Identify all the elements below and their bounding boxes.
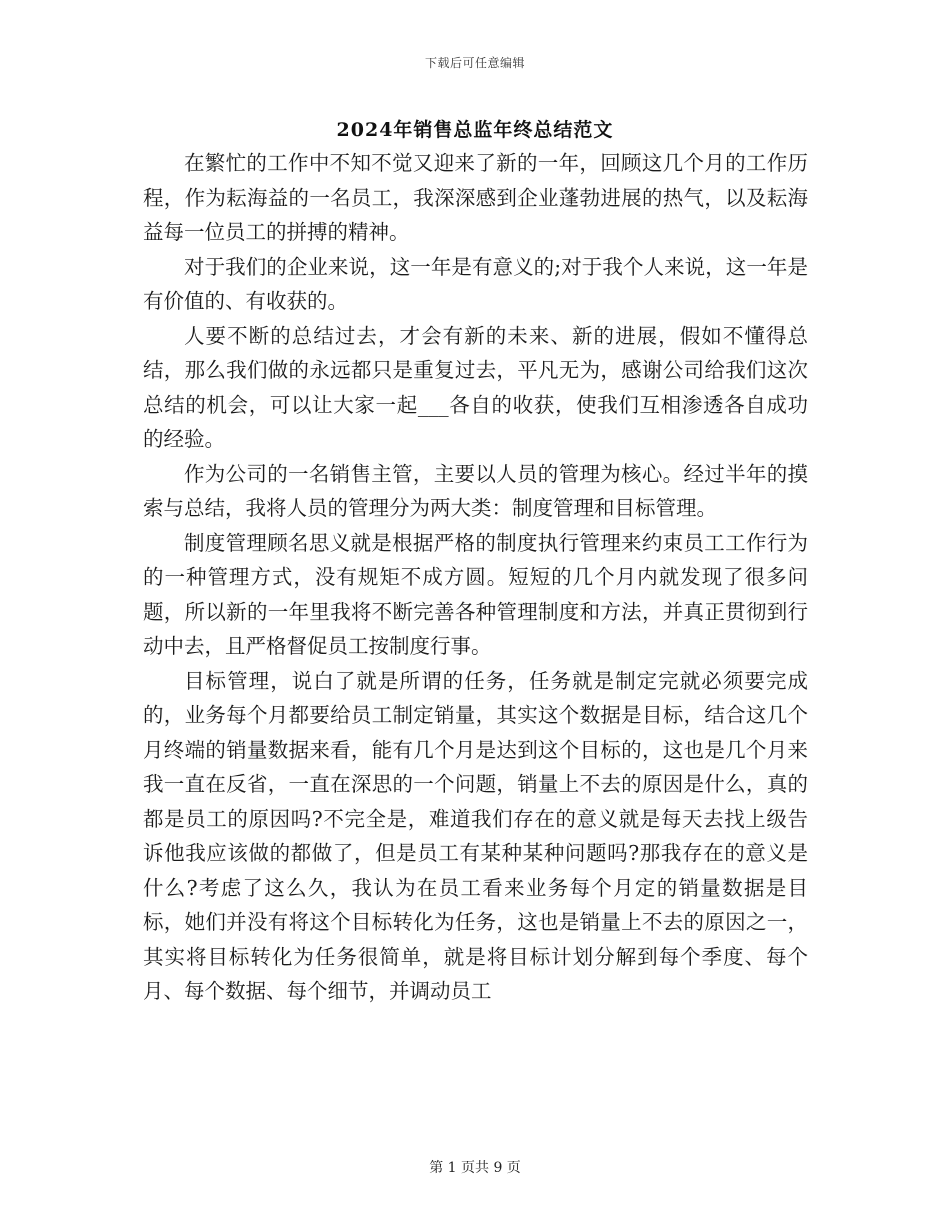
page-number: 第 1 页共 9 页 xyxy=(429,1160,521,1176)
paragraph: 在繁忙的工作中不知不觉又迎来了新的一年，回顾这几个月的工作历程，作为耘海益的一名员工，我深深感到企业蓬勃进展的热气，以及耘海益每一位员工的拼搏的精神。 xyxy=(143,151,808,244)
paragraph: 作为公司的一名销售主管，主要以人员的管理为核心。经过半年的摸索与总结，我将人员的管理分为两大类：制度管理和目标管理。 xyxy=(143,461,808,520)
document-body xyxy=(143,146,808,1009)
paragraph: 人要不断的总结过去，才会有新的未来、新的进展，假如不懂得总结，那么我们做的永远都只是重复过去，平凡无为，感谢公司给我们这次总结的机会，可以让大家一起___各自的收获，使我们互相渗透各自成功的经验。 xyxy=(143,323,808,451)
page-header-note: 下载后可任意编辑 xyxy=(424,56,525,70)
paragraph: 制度管理顾名思义就是根据严格的制度执行管理来约束员工工作行为的一种管理方式，没有规矩不成方圆。短短的几个月内就发现了很多问题，所以新的一年里我将不断完善各种管理制度和方法，并真正贯彻到行动中去，且严格督促员工按制度行事。 xyxy=(143,530,808,658)
document-title: 2024年销售总监年终总结范文 xyxy=(336,119,614,141)
paragraph: 目标管理，说白了就是所谓的任务，任务就是制定完就必须要完成的，业务每个月都要给员工制定销量，其实这个数据是目标，结合这几个月终端的销量数据来看，能有几个月是达到这个目标的，这也是几个月来我一直在反省，一直在深思的一个问题，销量上不去的原因是什么，真的都是员工的原因吗?不完全是，难道我们存在的意义就是每天去找上级告诉他我应该做的都做了，但是员工有某种某种问题吗?那我存在的意义是什么?考虑了这么久，我认为在员工看来业务每个月定的销量数据是目标，她们并没有将这个目标转化为任务，这也是销量上不去的原因之一，其实将目标转化为任务很简单，就是将目标计划分解到每个季度、每个月、每个数据、每个细节，并调动员工 xyxy=(143,668,808,1003)
paragraph: 对于我们的企业来说，这一年是有意义的;对于我个人来说，这一年是有价值的、有收获的。 xyxy=(143,254,808,313)
